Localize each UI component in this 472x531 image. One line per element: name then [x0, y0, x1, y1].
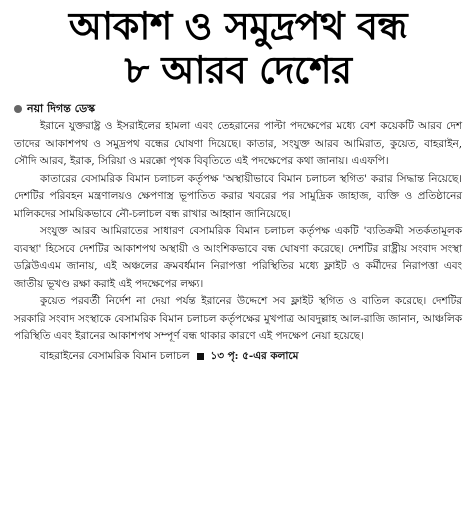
headline-line-2: ৮ আরব দেশের: [124, 48, 352, 92]
continuation-reference: ১৩ পৃ: ৫-এর কলামে: [210, 349, 299, 362]
article-body: [14, 118, 462, 346]
square-icon: [197, 353, 204, 360]
byline-text: নয়া দিগন্ত ডেস্ক: [27, 102, 96, 115]
continuation-text: বাহরাইনের বেসামরিক বিমান চলাচল: [40, 349, 190, 362]
paragraph-4: কুয়েত পরবর্তী নির্দেশ না দেয়া পর্যন্ত ইরানের উদ্দেশে সব ফ্লাইট স্থগিত ও বাতিল করেছে। দেশটির সরকারি সংবাদ সংস্থাকে বেসামরিক বিমান চলাচল কর্তৃপক্ষের মুখপাত্র আবদুল্লাহ আল-রাজি জানান, আঞ্চলিক পরিস্থিতি এবং ইরানের আকাশপথ সম্পূর্ণ বন্ধ থাকার কারণে এই পদক্ষেপ নেয়া হয়েছে।: [14, 295, 462, 342]
paragraph-3: সংযুক্ত আরব আমিরাতের সাধারণ বেসামরিক বিমান চলাচল কর্তৃপক্ষ একটি 'ব্যতিক্রমী সতর্কতামূলক ব্যবস্থা' হিসেবে দেশটির আকাশপথ অস্থায়ী ও আংশিকভাবে বন্ধ ঘোষণা করেছে। দেশটির রাষ্ট্রীয় সংবাদ সংস্থা ডব্লিউএএম জানায়, এই অঞ্চলের ক্রমবর্ধমান নিরাপত্তা পরিস্থিতির মধ্যে ফ্লাইট ও কর্মীদের নিরাপত্তা এবং জাতীয় ভূখণ্ড রক্ষা করাই এই পদক্ষেপের লক্ষ্য।: [14, 225, 462, 290]
headline-line-1: আকাশ ও সমুদ্রপথ বন্ধ: [68, 4, 408, 48]
paragraph-2: কাতারের বেসামরিক বিমান চলাচল কর্তৃপক্ষ 'অস্থায়ীভাবে বিমান চলাচল স্থগিত' করার সিদ্ধান্ত নিয়েছে। দেশটির পরিবহন মন্ত্রণালয়ও ক্ষেপণাস্ত্র ভূপাতিত করার খবরের পর সামুদ্রিক জাহাজ, ব্যক্তি ও প্রতিষ্ঠানের মালিকদের সাময়িকভাবে নৌ-চলাচল বন্ধ রাখার আহ্বান জানিয়েছে।: [14, 172, 462, 220]
headline: [14, 4, 462, 92]
paragraph-1: ইরানে যুক্তরাষ্ট্র ও ইসরাইলের হামলা এবং তেহরানের পাল্টা পদক্ষেপের মধ্যে বেশ কয়েকটি আরব দেশ তাদের আকাশপথ ও সমুদ্রপথ বন্ধের ঘোষণা দিয়েছে। কাতার, সংযুক্ত আরব আমিরাত, কুয়েত, বাহরাইন, সৌদি আরব, ইরাক, সিরিয়া ও মরক্কো পৃথক বিবৃতিতে এই পদক্ষেপের কথা জানায়। এএফপি।: [14, 120, 462, 167]
byline: [14, 102, 462, 116]
continuation-line: [14, 348, 462, 365]
bullet-icon: [14, 105, 22, 113]
